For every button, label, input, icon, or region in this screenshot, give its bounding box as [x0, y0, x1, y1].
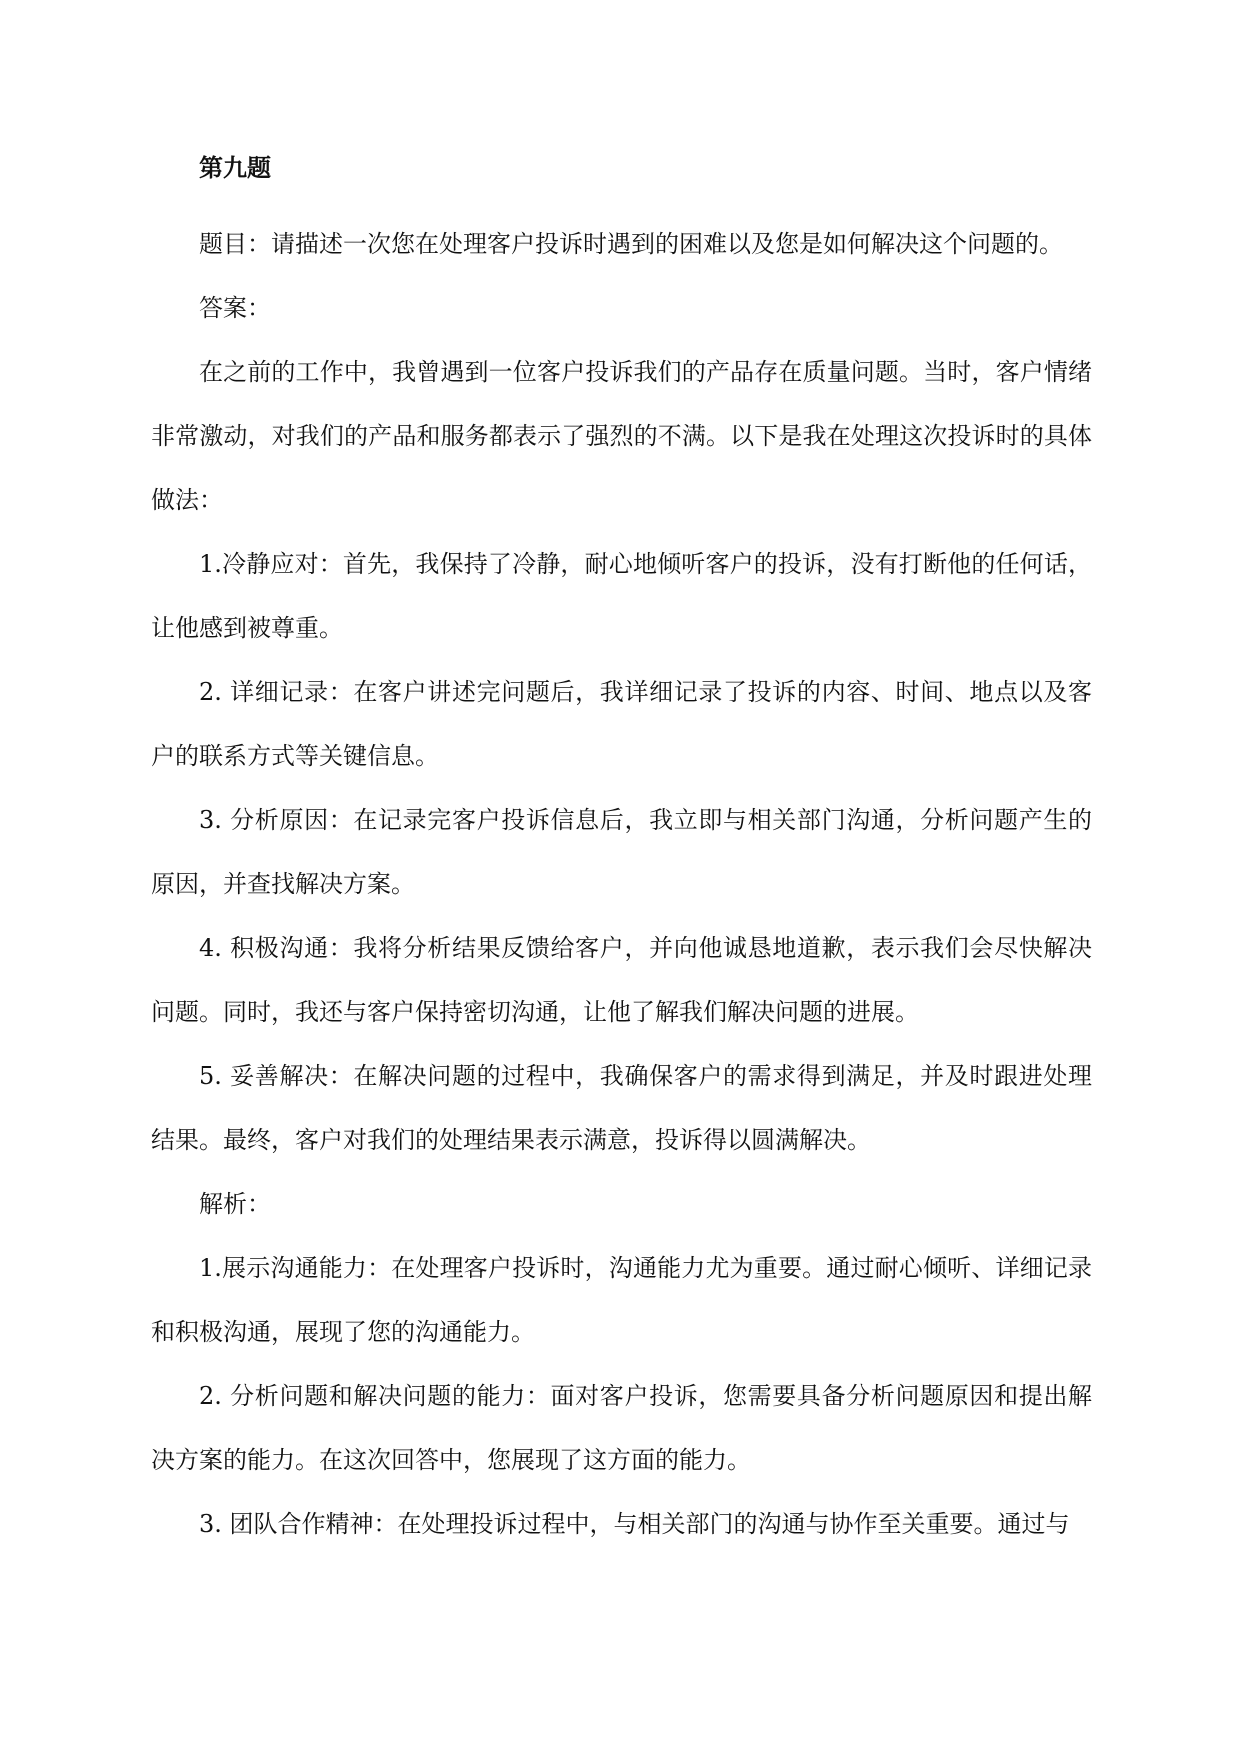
answer-step-1: 1.冷静应对：首先，我保持了冷静，耐心地倾听客户的投诉，没有打断他的任何话，让他感到被尊重。	[151, 550, 1092, 642]
document-body	[151, 148, 1092, 1556]
analysis-label: 解析：	[199, 1190, 271, 1218]
answer-step-5: 5. 妥善解决：在解决问题的过程中，我确保客户的需求得到满足，并及时跟进处理结果。最终，客户对我们的处理结果表示满意，投诉得以圆满解决。	[151, 1062, 1092, 1154]
question-heading: 第九题	[199, 153, 271, 182]
answer-step-3: 3. 分析原因：在记录完客户投诉信息后，我立即与相关部门沟通，分析问题产生的原因，并查找解决方案。	[151, 806, 1092, 898]
analysis-point-1: 1.展示沟通能力：在处理客户投诉时，沟通能力尤为重要。通过耐心倾听、详细记录和积极沟通，展现了您的沟通能力。	[151, 1254, 1092, 1346]
analysis-point-2: 2. 分析问题和解决问题的能力：面对客户投诉，您需要具备分析问题原因和提出解决方案的能力。在这次回答中，您展现了这方面的能力。	[151, 1382, 1092, 1474]
answer-intro: 在之前的工作中，我曾遇到一位客户投诉我们的产品存在质量问题。当时，客户情绪非常激动，对我们的产品和服务都表示了强烈的不满。以下是我在处理这次投诉时的具体做法：	[151, 358, 1092, 514]
answer-step-2: 2. 详细记录：在客户讲述完问题后，我详细记录了投诉的内容、时间、地点以及客户的联系方式等关键信息。	[151, 678, 1092, 770]
answer-label: 答案：	[199, 294, 271, 322]
analysis-point-3: 3. 团队合作精神：在处理投诉过程中，与相关部门的沟通与协作至关重要。通过与	[199, 1510, 1070, 1538]
question-text: 题目：请描述一次您在处理客户投诉时遇到的困难以及您是如何解决这个问题的。	[199, 230, 1063, 258]
answer-step-4: 4. 积极沟通：我将分析结果反馈给客户，并向他诚恳地道歉，表示我们会尽快解决问题。同时，我还与客户保持密切沟通，让他了解我们解决问题的进展。	[151, 934, 1092, 1026]
